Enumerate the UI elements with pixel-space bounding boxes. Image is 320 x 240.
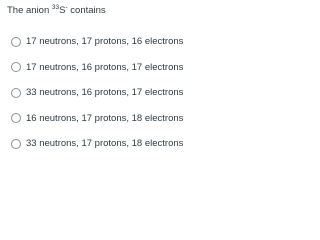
- answer-options: [11, 29, 200, 157]
- answer-label: 16 neutrons, 17 protons, 18 electrons: [26, 112, 184, 124]
- element-symbol: S: [59, 5, 66, 16]
- answer-label: 33 neutrons, 17 protons, 18 electrons: [26, 138, 184, 150]
- radio-button[interactable]: [11, 88, 21, 98]
- answer-option-5[interactable]: [11, 131, 200, 157]
- radio-button[interactable]: [11, 139, 21, 149]
- answer-label: 17 neutrons, 17 protons, 16 electrons: [26, 36, 184, 48]
- question-prefix: The anion: [7, 5, 52, 16]
- question-suffix: contains: [67, 5, 106, 16]
- answer-option-3[interactable]: [11, 80, 200, 106]
- ion-charge: -: [65, 4, 68, 11]
- answer-option-4[interactable]: [11, 106, 200, 132]
- radio-button[interactable]: [11, 113, 21, 123]
- answer-label: 17 neutrons, 16 protons, 17 electrons: [26, 61, 184, 73]
- answer-option-2[interactable]: [11, 55, 200, 81]
- radio-button[interactable]: [11, 62, 21, 72]
- mass-number: 33: [51, 4, 60, 11]
- radio-button[interactable]: [11, 37, 21, 47]
- answer-label: 33 neutrons, 16 protons, 17 electrons: [26, 87, 184, 99]
- question-text: [7, 5, 106, 17]
- answer-option-1[interactable]: [11, 29, 200, 55]
